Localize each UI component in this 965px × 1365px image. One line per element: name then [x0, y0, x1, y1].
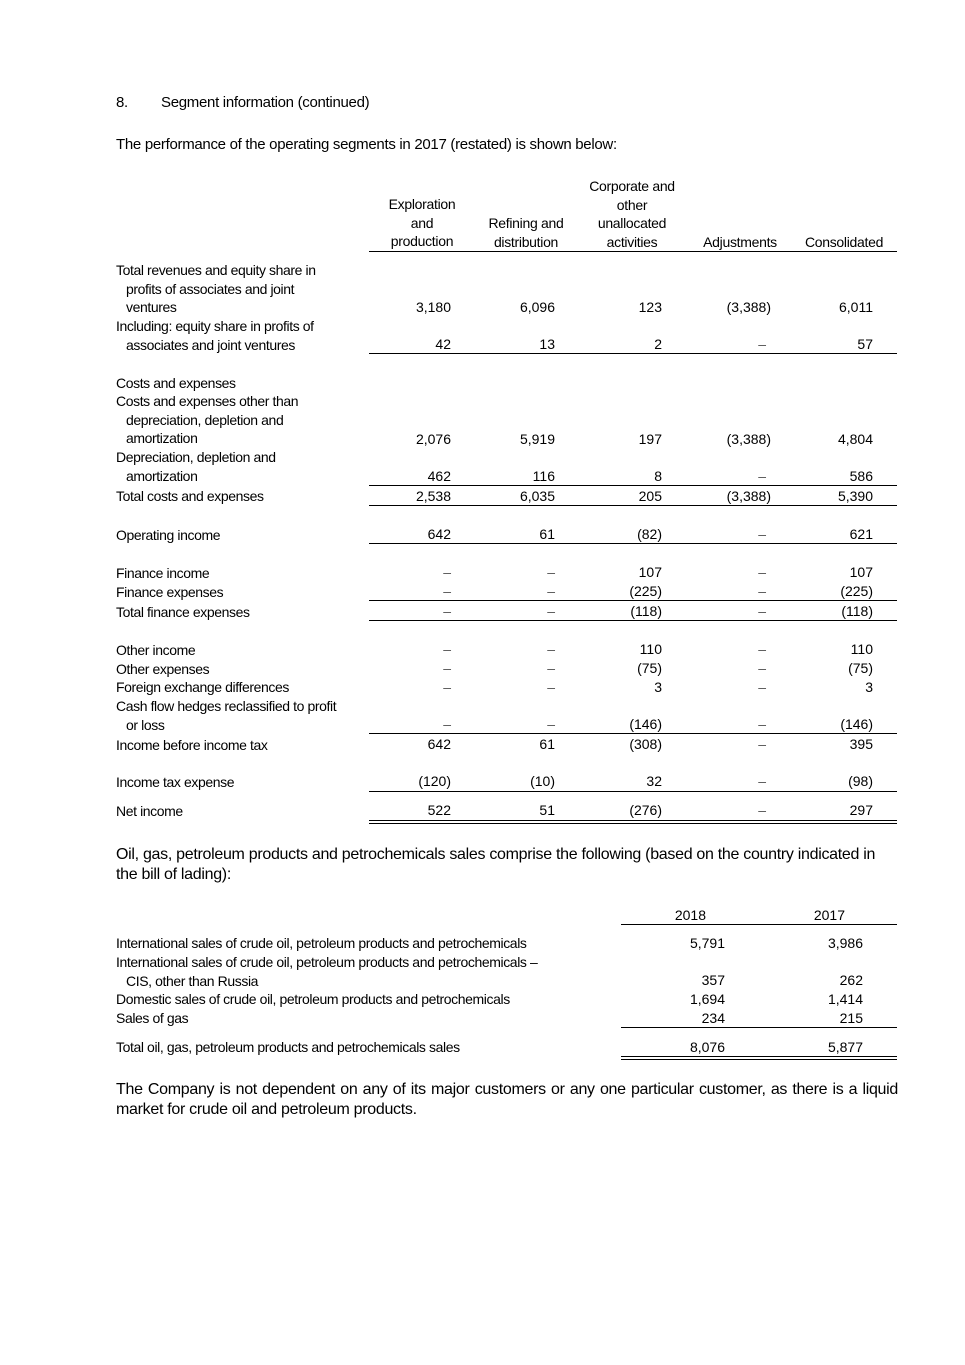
row-label-finance-expenses: Finance expenses [116, 584, 224, 600]
row-label-costs-other: Costs and expenses other than depreciation, depletion and amortization [116, 393, 299, 446]
row-rule [369, 600, 897, 601]
row-label-total-costs: Total costs and expenses [116, 488, 264, 504]
cell: 4,804 [837, 431, 873, 447]
cell: 3,180 [415, 299, 451, 315]
cell: 61 [539, 736, 555, 752]
cell: 2 [654, 336, 662, 352]
cell: – [443, 679, 451, 695]
cell: – [758, 583, 766, 599]
cell: 6,096 [519, 299, 555, 315]
cell: – [443, 660, 451, 676]
cell: – [443, 716, 451, 732]
cell: 5,390 [837, 488, 873, 504]
section-title: Segment information (continued) [161, 94, 370, 111]
cell: – [758, 336, 766, 352]
cell: 5,919 [519, 431, 555, 447]
cell: 8,076 [689, 1039, 725, 1055]
cell: – [547, 603, 555, 619]
cell: 42 [435, 336, 451, 352]
sales-label-domestic: Domestic sales of crude oil, petroleum products and petrochemicals [116, 991, 510, 1007]
cell: 6,011 [839, 299, 873, 315]
cell: – [547, 660, 555, 676]
cell: 6,035 [519, 488, 555, 504]
row-label-dda: Depreciation, depletion and amortization [116, 449, 276, 484]
row-label-net-income: Net income [116, 803, 183, 819]
row-rule [621, 1027, 897, 1028]
cell: 107 [638, 564, 662, 580]
cell: (10) [530, 773, 555, 789]
cell: 8 [654, 468, 662, 484]
row-label-income-tax-expense: Income tax expense [116, 774, 235, 790]
cell: 61 [539, 526, 555, 542]
cell: – [758, 603, 766, 619]
cell: – [443, 564, 451, 580]
cell: 32 [646, 773, 662, 789]
cell: (82) [637, 526, 662, 542]
row-label-total-revenues: Total revenues and equity share in profits of associates and joint ventures [116, 262, 316, 315]
header-consolidated: Consolidated [804, 234, 884, 250]
header-refining: Refining and distribution [488, 215, 564, 250]
cell: (308) [629, 736, 662, 752]
cell: – [758, 641, 766, 657]
cell: – [443, 641, 451, 657]
cell: 110 [639, 641, 662, 657]
cell: 2,076 [415, 431, 451, 447]
row-label-equity-share: Including: equity share in profits of associates and joint ventures [116, 318, 314, 353]
cell: 262 [839, 972, 863, 988]
cell: – [758, 773, 766, 789]
cell: 51 [539, 802, 555, 818]
double-rule [369, 820, 897, 824]
section-number: 8. [116, 94, 128, 111]
cell: – [443, 583, 451, 599]
cell: 215 [839, 1010, 863, 1026]
cell: 5,877 [827, 1039, 863, 1055]
header-exploration: Exploration and production [388, 196, 456, 249]
closing-paragraph: The Company is not dependent on any of its major customers or any one particular customer, as there is a liquid market for crude oil and petroleum products. [116, 1081, 898, 1118]
cell: – [758, 802, 766, 818]
cell: 462 [427, 468, 451, 484]
row-rule [369, 353, 897, 354]
cell: – [547, 564, 555, 580]
cell: (118) [841, 603, 873, 619]
row-label-costs-heading: Costs and expenses [116, 375, 236, 391]
cell: – [758, 660, 766, 676]
row-label-operating-income: Operating income [116, 527, 221, 543]
cell: 110 [850, 641, 873, 657]
double-rule [621, 1056, 897, 1060]
sales-label-gas: Sales of gas [116, 1010, 189, 1026]
row-label-finance-income: Finance income [116, 565, 210, 581]
cell: 205 [638, 488, 662, 504]
row-label-fx-differences: Foreign exchange differences [116, 679, 289, 695]
cell: – [758, 468, 766, 484]
header-adjustments: Adjustments [703, 234, 777, 250]
sales-label-international: International sales of crude oil, petroleum products and petrochemicals [116, 935, 527, 951]
cell: 297 [849, 802, 873, 818]
sales-label-total: Total oil, gas, petroleum products and petrochemicals sales [116, 1039, 460, 1055]
cell: 197 [638, 431, 662, 447]
cell: 1,694 [689, 991, 725, 1007]
segment-intro: The performance of the operating segments in 2017 (restated) is shown below: [116, 136, 617, 153]
cell: (146) [629, 716, 662, 732]
cell: – [547, 716, 555, 732]
cell: 116 [532, 468, 555, 484]
row-label-other-expenses: Other expenses [116, 661, 210, 677]
row-rule [369, 620, 897, 621]
header-rule [369, 251, 897, 252]
cell: 642 [427, 526, 451, 542]
cell: 5,791 [689, 935, 725, 951]
cell: 357 [701, 972, 725, 988]
cell: (276) [629, 802, 662, 818]
cell: – [758, 736, 766, 752]
cell: 13 [539, 336, 555, 352]
year-header: 2017 [813, 907, 845, 923]
cell: – [547, 679, 555, 695]
cell: – [758, 716, 766, 732]
cell: 2,538 [415, 488, 451, 504]
cell: (3,388) [726, 431, 771, 447]
row-rule [369, 485, 897, 486]
cell: – [547, 641, 555, 657]
cell: 107 [849, 564, 873, 580]
cell: 3 [654, 679, 662, 695]
cell: 395 [849, 736, 873, 752]
cell: 234 [701, 1010, 725, 1026]
cell: (225) [629, 583, 662, 599]
cell: (120) [418, 773, 451, 789]
cell: 621 [849, 526, 873, 542]
cell: (146) [840, 716, 873, 732]
cell: 3,986 [827, 935, 863, 951]
cell: 57 [857, 336, 873, 352]
row-rule [369, 543, 897, 544]
header-rule [621, 924, 897, 925]
cell: (75) [848, 660, 873, 676]
row-label-cash-flow-hedges: Cash flow hedges reclassified to profit or loss [116, 698, 337, 733]
row-label-total-finance-expenses: Total finance expenses [116, 604, 250, 620]
cell: – [547, 583, 555, 599]
header-corporate: Corporate and other unallocated activities [589, 178, 675, 250]
row-rule [369, 733, 897, 734]
cell: (3,388) [726, 488, 771, 504]
cell: (75) [637, 660, 662, 676]
cell: (3,388) [726, 299, 771, 315]
row-label-income-before-tax: Income before income tax [116, 737, 268, 753]
row-rule [369, 791, 897, 792]
sales-intro: Oil, gas, petroleum products and petrochemicals sales comprise the following (based on the country indicated in the bill of lading): [116, 846, 876, 883]
sales-label-international-cis: International sales of crude oil, petroleum products and petrochemicals – CIS, other than Russia [116, 954, 538, 989]
row-rule [369, 505, 897, 506]
cell: (118) [630, 603, 662, 619]
cell: 586 [849, 468, 873, 484]
cell: – [758, 679, 766, 695]
cell: (98) [848, 773, 873, 789]
cell: 123 [638, 299, 662, 315]
cell: – [443, 603, 451, 619]
year-header: 2018 [674, 907, 706, 923]
cell: (225) [840, 583, 873, 599]
cell: 3 [865, 679, 873, 695]
cell: 642 [427, 736, 451, 752]
row-label-other-income: Other income [116, 642, 196, 658]
cell: – [758, 526, 766, 542]
cell: – [758, 564, 766, 580]
cell: 522 [427, 802, 451, 818]
cell: 1,414 [827, 991, 863, 1007]
